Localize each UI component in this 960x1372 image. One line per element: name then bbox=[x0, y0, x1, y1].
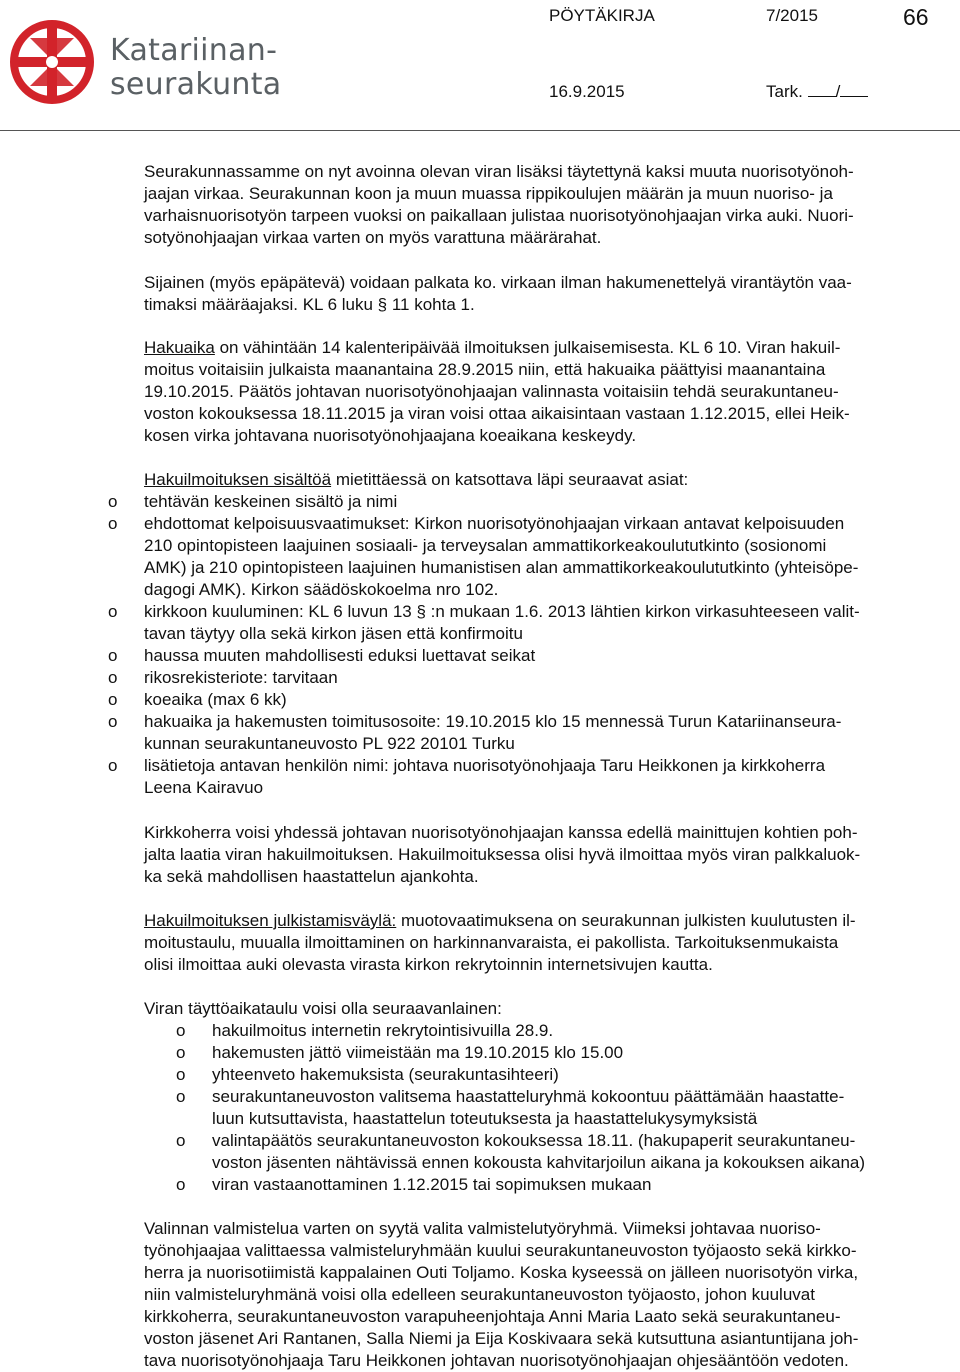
tark-label: Tark. bbox=[766, 82, 803, 101]
list-item: viran vastaanottaminen 1.12.2015 tai sopimuksen mukaan bbox=[212, 1175, 652, 1194]
paragraph-publication bbox=[144, 910, 954, 976]
list-bullet: o bbox=[176, 1175, 186, 1194]
text-line: ka sekä mahdollisen haastattelun ajankohta. bbox=[144, 867, 479, 886]
list-item: hakuilmoitus internetin rekrytointisivuilla 28.9. bbox=[212, 1021, 554, 1040]
section-ad-contents-heading: Hakuilmoituksen sisältöä mietittäessä on katsottava läpi seuraavat asiat: bbox=[144, 470, 689, 489]
text-line: timaksi määräajaksi. KL 6 luku § 11 kohta 1. bbox=[144, 295, 475, 314]
list-bullet: o bbox=[176, 1131, 186, 1150]
text-line: kirkkoherra, seurakuntaneuvoston varapuheenjohtaja Anni Maria Laato sekä seurakuntaneu- bbox=[144, 1307, 841, 1326]
logo-line-2: seurakunta bbox=[110, 67, 282, 102]
text-line: Hakuilmoituksen julkistamisväylä: muotovaatimuksena on seurakunnan julkisten kuulutusten il- bbox=[144, 911, 856, 930]
paragraph-application-period bbox=[144, 337, 954, 447]
text-line: olisi ilmoittaa auki olevasta virasta kirkon rekrytoinnin internetsivujen kautta. bbox=[144, 955, 713, 974]
cross-emblem-icon bbox=[10, 18, 102, 110]
paragraph-working-group bbox=[144, 1218, 954, 1372]
paragraph-drafting bbox=[144, 822, 954, 888]
list-bullet: o bbox=[108, 492, 118, 511]
text-line: 19.10.2015. Päätös johtavan nuorisotyönohjaajan valinnasta voitaisiin tehdä seurakuntaneu- bbox=[144, 382, 839, 401]
logo-line-1: Katariinan- bbox=[110, 33, 278, 68]
list-item: hakemusten jättö viimeistään ma 19.10.2015 klo 15.00 bbox=[212, 1043, 624, 1062]
text-line: kosen virka johtavana nuorisotyönohjaajana koeaikana keskeydy. bbox=[144, 426, 637, 445]
paragraph-vacancy bbox=[144, 161, 954, 249]
list-item: yhteenveto hakemuksista (seurakuntasihteeri) bbox=[212, 1065, 559, 1084]
underlined-term: Hakuilmoituksen sisältöä bbox=[144, 470, 332, 489]
tark-blank-2 bbox=[840, 82, 868, 97]
text-line: jalta laatia viran hakuilmoituksen. Hakuilmoituksessa olisi hyvä ilmoittaa myös viran palkkaluok- bbox=[144, 845, 861, 864]
parish-logo bbox=[10, 18, 300, 108]
tark-blank-1 bbox=[808, 82, 836, 97]
tark-separator: / bbox=[835, 82, 841, 101]
list-bullet: o bbox=[176, 1087, 186, 1106]
doc-type: PÖYTÄKIRJA bbox=[549, 6, 655, 25]
text-line: Sijainen (myös epäpätevä) voidaan palkata ko. virkaan ilman hakumenettelyä virantäytön vaa- bbox=[144, 273, 852, 292]
list-bullet: o bbox=[108, 514, 118, 533]
underlined-term: Hakuilmoituksen julkistamisväylä: bbox=[144, 911, 397, 930]
list-bullet: o bbox=[176, 1065, 186, 1084]
list-bullet: o bbox=[108, 712, 118, 731]
text-line: työnohjaajaa valittaessa valmisteluryhmään kuului seurakuntaneuvoston työjaosto sekä kirkko- bbox=[144, 1241, 857, 1260]
text-line: Valinnan valmistelua varten on syytä valita valmistelutyöryhmä. Viimeksi johtavaa nuoriso- bbox=[144, 1219, 821, 1238]
text-line: moitus voitaisiin julkaista maanantaina 28.9.2015 niin, että hakuaika päättyisi maanantaina bbox=[144, 360, 826, 379]
list-bullet: o bbox=[108, 646, 118, 665]
list-item: koeaika (max 6 kk) bbox=[144, 690, 287, 709]
list-item: valintapäätös seurakuntaneuvoston kokouksessa 18.11. (hakupaperit seurakuntaneu- voston jäsenten nähtävissä ennen kokousta kahvitarjoilun aikana ja kokouksen aikana) bbox=[212, 1131, 866, 1172]
list-bullet: o bbox=[108, 756, 118, 775]
list-item: hakuaika ja hakemusten toimitusosoite: 19.10.2015 klo 15 mennessä Turun Katariinanseura- kunnan seurakuntaneuvosto PL 922 20101 Turku bbox=[144, 712, 842, 753]
text-line: herra ja nuorisotiimistä kappalainen Outi Toljamo. Koska kyseessä on jälleen nuorisotyön virka, bbox=[144, 1263, 859, 1282]
text-line: varhaisnuorisotyön tarpeen vuoksi on paikallaan julistaa nuorisotyönohjaajan virka auki. Nuori- bbox=[144, 206, 854, 225]
text-line: Hakuaika on vähintään 14 kalenteripäivää ilmoituksen julkaisemisesta. KL 6 10. Viran hakuil- bbox=[144, 338, 841, 357]
doc-date: 16.9.2015 bbox=[549, 82, 625, 101]
text-line: Kirkkoherra voisi yhdessä johtavan nuorisotyönohjaajan kanssa edellä mainittujen kohtien poh- bbox=[144, 823, 858, 842]
text-line: Seurakunnassamme on nyt avoinna olevan viran lisäksi täytettynä kaksi muuta nuorisotyönoh- bbox=[144, 162, 854, 181]
text-line: voston kokouksessa 18.11.2015 ja viran voisi ottaa aikaisintaan vastaan 1.12.2015, ellei Heik- bbox=[144, 404, 850, 423]
doc-number: 7/2015 bbox=[766, 6, 818, 25]
page-number: 66 bbox=[903, 4, 929, 30]
list-bullet: o bbox=[108, 602, 118, 621]
underlined-term: Hakuaika bbox=[144, 338, 215, 357]
list-bullet: o bbox=[108, 668, 118, 687]
list-item: kirkkoon kuuluminen: KL 6 luvun 13 § :n mukaan 1.6. 2013 lähtien kirkon virkasuhteeseen valit- tavan täytyy olla sekä kirkon jäsen että konfirmoitu bbox=[144, 602, 860, 643]
list-item: haussa muuten mahdollisesti eduksi luettavat seikat bbox=[144, 646, 536, 665]
list-item: ehdottomat kelpoisuusvaatimukset: Kirkon nuorisotyönohjaajan virkaan antavat kelpoisuuden 210 opintopisteen laajuinen sosiaali- ja terveysalan ammattikorkeakoulututkinto (sosionomi AMK) ja 210 opintopisteen laajuinen humanistisen alan ammattikorkeakoulututkinto (yhteisöpe- dagogi AMK). Kirkon säädöskokoelma nro 102. bbox=[144, 514, 859, 599]
text-line: sotyönohjaajan virkaa varten on myös varattuna määrärahat. bbox=[144, 228, 602, 247]
text-line: jaajan virkaa. Seurakunnan koon ja muun muassa rippikoulujen määrän ja muun nuoriso- ja bbox=[144, 184, 833, 203]
paragraph-substitute bbox=[144, 272, 954, 316]
list-item: rikosrekisteriote: tarvitaan bbox=[144, 668, 338, 687]
text-line: niin valmisteluryhmänä voisi olla edelleen seurakuntaneuvoston työjaosto, johon kuuluvat bbox=[144, 1285, 815, 1304]
schedule-intro: Viran täyttöaikataulu voisi olla seuraavanlainen: bbox=[144, 999, 502, 1018]
text-line: voston jäsenet Ari Rantanen, Salla Niemi ja Eija Koskivaara sekä kutsuttuna asiantuntijana joh- bbox=[144, 1329, 859, 1348]
list-item: seurakuntaneuvoston valitsema haastatteluryhmä kokoontuu päättämään haastatte- luun kutsuttavista, haastattelun toteutuksesta ja haastattelukysymyksistä bbox=[212, 1087, 845, 1128]
list-item: lisätietoja antavan henkilön nimi: johtava nuorisotyönohjaaja Taru Heikkonen ja kirkkoherra Leena Kairavuo bbox=[144, 756, 826, 797]
logo-wordmark bbox=[110, 34, 281, 102]
text-line: moitustaulu, muualla ilmoittaminen on harkinnanvaraista, ei pakollista. Tarkoituksenmukaista bbox=[144, 933, 839, 952]
list-item: tehtävän keskeinen sisältö ja nimi bbox=[144, 492, 398, 511]
text-line: tava nuorisotyönohjaaja Taru Heikkonen johtavan nuorisotyönohjaajan ohjesääntöön vedoten. bbox=[144, 1351, 849, 1370]
list-bullet: o bbox=[176, 1043, 186, 1062]
tark-field bbox=[766, 82, 868, 102]
header-divider bbox=[0, 130, 960, 131]
list-bullet: o bbox=[176, 1021, 186, 1040]
list-bullet: o bbox=[108, 690, 118, 709]
